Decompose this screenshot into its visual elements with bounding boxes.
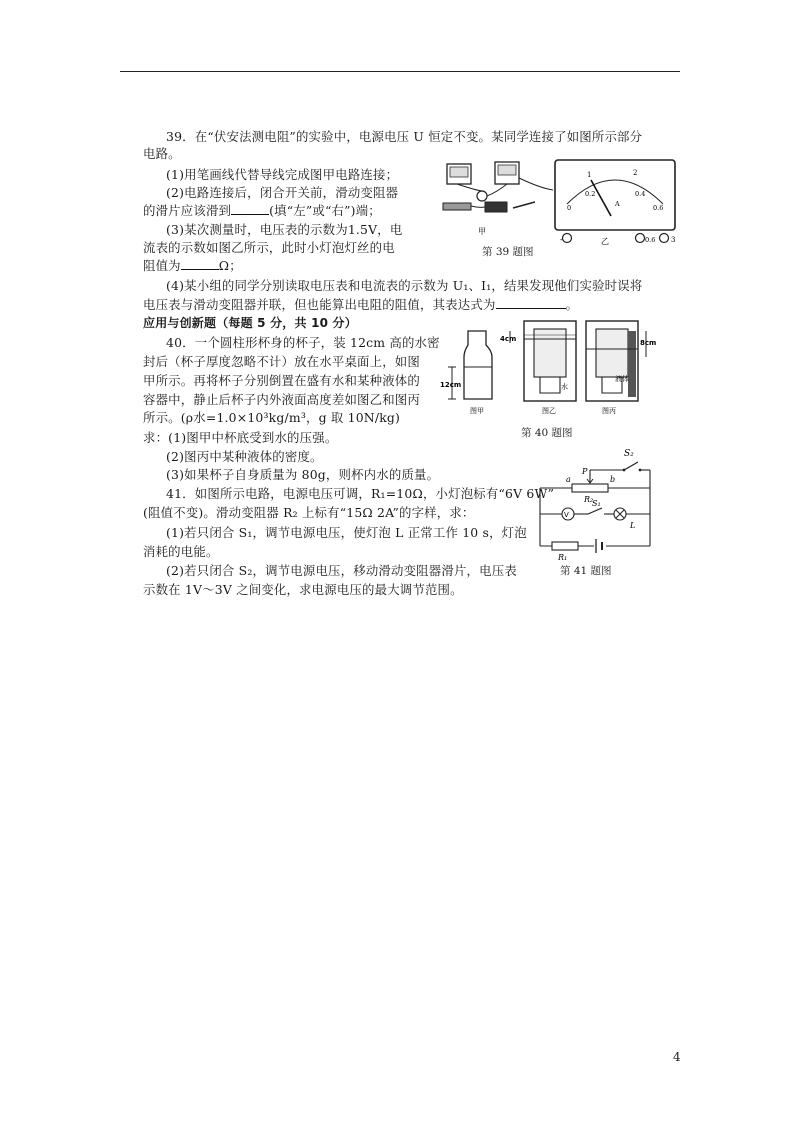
terminal-minus-icon	[563, 234, 572, 243]
meter-top-2: 2	[633, 169, 638, 177]
label-4cm: 4cm	[500, 335, 517, 343]
q39-part3c-pre: 阻值为	[143, 258, 181, 273]
q40-line7: (2)图丙中某种液体的密度。	[166, 449, 323, 464]
figure-39	[435, 158, 680, 260]
label-R1: R₁	[558, 553, 568, 560]
rheostat-icon	[443, 203, 471, 210]
figure-40	[440, 317, 660, 417]
q41-line4: 消耗的电能。	[143, 544, 219, 559]
q39-part3b: 流表的示数如图乙所示，此时小灯泡灯丝的电	[143, 240, 395, 255]
label-8cm: 8cm	[640, 339, 657, 347]
fig40-caption: 第 40 题图	[521, 427, 573, 439]
label-liquid: 液体	[615, 375, 629, 383]
terminal-3-label: 3	[671, 236, 676, 244]
q39-part1: (1)用笔画线代替导线完成图甲电路连接；	[166, 167, 399, 182]
q39-line2: 电路。	[143, 146, 181, 161]
q41-line6: 示数在 1V～3V 之间变化，求电源电压的最大调节范围。	[143, 582, 463, 597]
cup-yi-icon	[534, 329, 566, 377]
battery-icon	[485, 202, 507, 212]
switch-icon	[513, 202, 535, 208]
fig39-label-yi: 乙	[601, 237, 609, 246]
page-number: 4	[673, 1050, 681, 1064]
ammeter-dial-icon	[555, 160, 675, 230]
q39-part3a: (3)某次测量时，电压表的示数为1.5V，电	[166, 222, 403, 237]
label-12cm: 12cm	[440, 381, 462, 389]
answer-blank-resistance[interactable]	[181, 257, 219, 270]
label-water: 水	[561, 383, 568, 391]
label-V: V	[564, 511, 569, 519]
label-a: a	[566, 475, 571, 484]
q41-line2: (阻值不变)。滑动变阻器 R₂ 上标有“15Ω 2A”的字样，求：	[143, 505, 475, 520]
q40-line5: 所示。(ρ水=1.0×10³kg/m³，g 取 10N/kg)	[143, 410, 401, 425]
terminal-minus-label: -	[560, 235, 563, 244]
q39-line1: 39．在“伏安法测电阻”的实验中，电源电压 U 恒定不变。某同学连接了如图所示部分	[166, 129, 643, 144]
terminal-3-icon	[660, 234, 669, 243]
bulb-icon	[477, 191, 487, 201]
label-L: L	[630, 521, 636, 530]
figure-41	[532, 448, 662, 560]
terminal-06-icon	[636, 234, 645, 243]
meter-unit-A: A	[615, 200, 620, 208]
label-S2: S₂	[624, 449, 634, 459]
label-R2: R₂	[584, 495, 594, 504]
q41-line5: (2)若只闭合 S₂，调节电源电压，移动滑动变阻器滑片，电压表	[166, 563, 517, 578]
section-title: 应用与创新题（每题 5 分，共 10 分）	[143, 316, 357, 330]
cup-bing-icon	[596, 329, 628, 377]
fig41-caption: 第 41 题图	[560, 565, 612, 577]
q39-part3c	[143, 257, 242, 274]
q40-line1: 40．一个圆柱形杯身的杯子，装 12cm 高的水密	[166, 335, 440, 350]
q39-part2b-pre: 的滑片应该滑到	[143, 203, 232, 218]
meter-bot-0: 0	[567, 204, 572, 212]
q40-line4: 容器中，静止后杯子内外液面高度差如图乙和图丙	[143, 392, 420, 407]
header-rule	[120, 71, 680, 72]
label-b: b	[610, 475, 616, 484]
label-tu-yi: 图乙	[542, 407, 556, 415]
meter-bot-06: 0.6	[653, 204, 664, 212]
label-tu-jia: 图甲	[470, 407, 484, 415]
q40-line3: 甲所示。再将杯子分别倒置在盛有水和某种液体的	[143, 373, 420, 388]
resistor-r1-icon	[552, 542, 578, 550]
answer-blank-expression[interactable]	[496, 296, 566, 309]
terminal-06-label: 0.6	[645, 236, 656, 244]
q39-part3c-post: Ω；	[218, 258, 242, 273]
q39-part4b-end: 。	[565, 297, 579, 312]
q40-line6: 求：(1)图甲中杯底受到水的压强。	[143, 430, 338, 445]
switch-s1-icon	[588, 508, 602, 514]
q39-part2b	[143, 202, 381, 219]
q39-part4a: (4)某小组的同学分别读取电压表和电流表的示数为 U₁、I₁，结果发现他们实验时误将	[166, 278, 643, 293]
switch-s2-icon	[624, 462, 638, 470]
meter-bot-04: 0.4	[635, 190, 646, 198]
fig39-caption: 第 39 题图	[482, 246, 534, 258]
meter-top-1: 1	[587, 171, 592, 179]
q39-part4b-text: 电压表与滑动变阻器并联，但也能算出电阻的阻值，其表达式为	[143, 297, 496, 312]
q41-line1: 41．如图所示电路，电源电压可调，R₁=10Ω，小灯泡标有“6V 6W”	[166, 486, 555, 501]
q39-part2a: (2)电路连接后，闭合开关前，滑动变阻器	[166, 185, 399, 200]
q40-line8: (3)如果杯子自身质量为 80g，则杯内水的质量。	[166, 467, 440, 482]
fig39-label-jia: 甲	[478, 227, 486, 236]
q40-line2: 封后（杯子厚度忽略不计）放在水平桌面上，如图	[143, 354, 420, 369]
cup-jia-icon	[464, 331, 492, 399]
q39-part2b-post: (填“左”或“右”)端；	[269, 203, 381, 218]
q39-part4b	[143, 296, 578, 313]
label-tu-bing: 图丙	[602, 407, 616, 415]
label-P: P	[582, 467, 588, 476]
answer-blank-direction[interactable]	[231, 202, 269, 215]
rheostat-r2-icon	[572, 484, 608, 492]
label-S1: S₁	[592, 499, 601, 508]
meter-bot-02: 0.2	[585, 190, 596, 198]
q41-line3: (1)若只闭合 S₁，调节电源电压，使灯泡 L 正常工作 10 s，灯泡	[166, 525, 527, 540]
